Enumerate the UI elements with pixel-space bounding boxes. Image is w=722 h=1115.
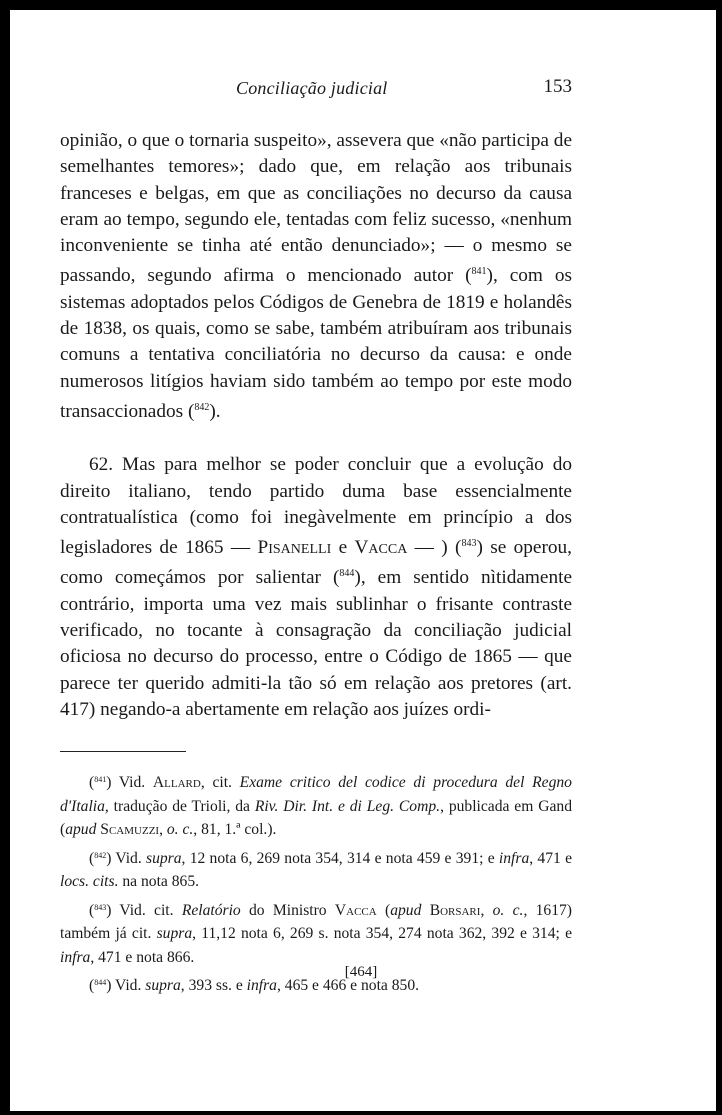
paragraph-62: 62. Mas para melhor se poder concluir que a evolução do direito italiano, tendo partido duma base essencialmente contratualística (como foi inegàvelmente em princípio a dos legisladores de 1865 — Pisanelli e Vacca — ) ($^{843}$) se operou, como começámos por salientar ($^{844}$), em sentido nìtidamente contrário, importa uma vez mais sublinhar o frisante contraste verificado, no tocante à consagração da conciliação judicial oficiosa no decurso do processo, entre o Código de 1865 — que parece ter querido admiti-la tão só em relação aos pretores (art. 417) negando-a abertamente em relação aos juízes ordi- — [60, 454, 573, 720]
paragraph-continuation: opinião, o que o tornaria suspeito», assevera que «não participa de semelhantes temores»; dado que, em relação aos tribunais franceses e belgas, em que as conciliações no decurso da causa eram ao tempo, segundo ele, tentadas com feliz sucesso, «nenhum inconveniente se tinha até então denunciado»; — o mesmo se passando, segundo afirma o mencionado autor ($^{841}$), com os sistemas adoptados pelos Códigos de Genebra de 1819 e holandês de 1838, os quais, como se sabe, também atribuíram aos tribunais comuns a tentativa conciliatória no decurso da causa: e onde numerosos litígios haviam sido também ao tempo por este modo transaccionados ($^{842}$). — [60, 130, 572, 422]
footnote-ref-843[interactable]: 843 — [461, 538, 477, 550]
book-page — [60, 72, 572, 1000]
footnote-842: ($^{842}$) Vid. supra, 12 nota 6, 269 nota 354, 314 e nota 459 e 391; e infra, 471 e locs. cits. na nota 865. — [60, 849, 572, 891]
footnote-ref-844[interactable]: 844 — [339, 568, 355, 580]
running-title: Conciliação judicial — [236, 78, 388, 98]
footnote-ref-841[interactable]: 841 — [471, 266, 487, 278]
page-header — [60, 72, 572, 102]
main-text — [60, 128, 572, 723]
page-number: 153 — [543, 76, 572, 97]
footnote-843: ($^{843}$) Vid. cit. Relatório do Ministro Vacca (apud Borsari, o. c., 1617) também já cit. supra, 11,12 nota 6, 269 s. nota 354, 274 nota 362, 392 e 314; e infra, 471 e nota 866. — [60, 901, 573, 966]
footnote-844: ($^{844}$) Vid. supra, 393 ss. e infra, 465 e 466 e nota 850. — [89, 977, 420, 995]
footnote-841: ($^{841}$) Vid. Allard, cit. Exame critico del codice di procedura del Regno d'Italia, tradução de Trioli, da Riv. Dir. Int. e di Leg. Comp., publicada em Gand (apud Scamuzzi, o. c., 81, 1.ª col.). — [60, 774, 572, 839]
author-pisanelli: Pisanelli — [257, 537, 332, 559]
footnote-ref-842[interactable]: 842 — [194, 401, 210, 413]
folio-number: [464] — [344, 964, 378, 980]
footnote-divider — [60, 751, 186, 752]
author-vacca: Vacca — [354, 537, 408, 559]
